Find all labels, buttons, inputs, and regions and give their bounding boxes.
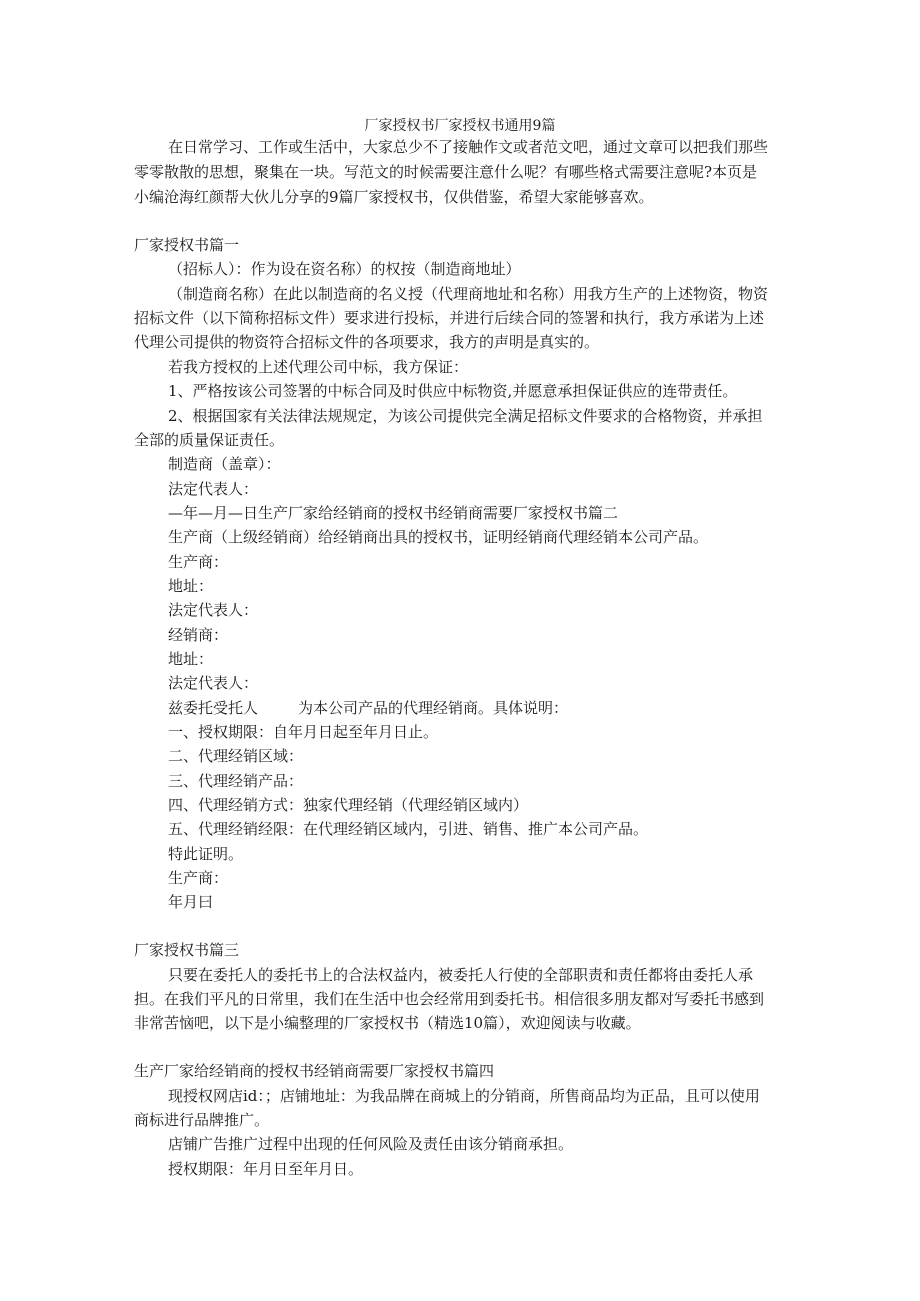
date-line: —年—月—日生产厂家给经销商的授权书经销商需要厂家授权书篇二 bbox=[168, 504, 619, 522]
paragraph-line: 店铺广告推广过程中出现的任何风险及责任由该分销商承担。 bbox=[168, 1135, 574, 1153]
list-item: 2、根据国家有关法律法规规定，为该公司提供完全满足招标文件要求的合格物资，并承担 bbox=[168, 407, 763, 425]
intro-line: 在日常学习、工作或生活中，大家总少不了接触作文或者范文吧，通过文章可以把我们那些 bbox=[168, 138, 769, 156]
entrust-label: 兹委托受托人 bbox=[168, 699, 259, 717]
form-field-line: 法定代表人： bbox=[168, 674, 259, 692]
paragraph-line: 现授权网店id：；店铺地址：为我品牌在商城上的分销商，所售商品均为正品，且可以使用 bbox=[168, 1087, 760, 1105]
list-item: 二、代理经销区域： bbox=[168, 747, 304, 765]
list-item: 四、代理经销方式：独家代理经销（代理经销区域内） bbox=[168, 796, 529, 814]
date-line: 年月曰 bbox=[168, 893, 214, 911]
form-field-line: 地址： bbox=[168, 577, 214, 595]
paragraph-line: 若我方授权的上述代理公司中标，我方保证： bbox=[168, 358, 469, 376]
document-title: 厂家授权书厂家授权书通用9篇 bbox=[364, 118, 556, 134]
intro-line: 零零散散的思想，聚集在一块。写范文的时候需要注意什么呢？有哪些格式需要注意呢?本页是 bbox=[134, 163, 758, 181]
paragraph-line: 生产商（上级经销商）给经销商出具的授权书，证明经销商代理经销本公司产品。 bbox=[168, 528, 709, 546]
paragraph-line: 代理公司提供的物资符合招标文件的各项要求，我方的声明是真实的。 bbox=[134, 333, 600, 351]
paragraph-line: 非常苦恼吧，以下是小编整理的厂家授权书（精选10篇），欢迎阅读与收藏。 bbox=[134, 1014, 641, 1032]
section-heading-3: 厂家授权书篇三 bbox=[134, 941, 240, 959]
paragraph-line: （招标人）：作为设在资名称）的权按（制造商地址） bbox=[168, 260, 521, 278]
paragraph-line: （制造商名称）在此以制造商的名义授（代理商地址和名称）用我方生产的上述物资，物资 bbox=[168, 285, 769, 303]
form-field-line: 地址： bbox=[168, 650, 214, 668]
list-item: 1、严格按该公司签署的中标合同及时供应中标物资,并愿意承担保证供应的连带责任。 bbox=[168, 382, 738, 400]
signature-line: 法定代表人： bbox=[168, 480, 259, 498]
signature-line: 制造商（盖章）： bbox=[168, 455, 281, 473]
paragraph-line: 授权期限：年月日至年月日。 bbox=[168, 1160, 364, 1178]
intro-line: 小编沧海红颜帮大伙儿分享的9篇厂家授权书，仅供借鉴，希望大家能够喜欢。 bbox=[134, 188, 654, 206]
paragraph-line: 特此证明。 bbox=[168, 845, 244, 863]
entrust-line bbox=[168, 698, 568, 718]
signature-line: 生产商： bbox=[168, 869, 229, 887]
entrust-text: 为本公司产品的代理经销商。具体说明： bbox=[298, 699, 569, 717]
list-item: 三、代理经销产品： bbox=[168, 772, 304, 790]
paragraph-line: 担。在我们平凡的日常里，我们在生活中也会经常用到委托书。相信很多朋友都对写委托书感到 bbox=[134, 990, 765, 1008]
paragraph-line: 商标进行品牌推广。 bbox=[134, 1111, 270, 1129]
form-field-line: 法定代表人： bbox=[168, 601, 259, 619]
paragraph-line: 只要在委托人的委托书上的合法权益内，被委托人行使的全部职责和责任都将由委托人承 bbox=[168, 966, 754, 984]
form-field-line: 经销商： bbox=[168, 626, 229, 644]
section-heading-4: 生产厂家给经销商的授权书经销商需要厂家授权书篇四 bbox=[134, 1062, 495, 1080]
paragraph-line: 招标文件（以下简称招标文件）要求进行投标，并进行后续合同的签署和执行，我方承诺为上述 bbox=[134, 309, 765, 327]
paragraph-line: 全部的质量保证责任。 bbox=[134, 431, 285, 449]
list-item: 一、授权期限：自年月日起至年月日止。 bbox=[168, 723, 439, 741]
list-item: 五、代理经销经限：在代理经销区域内，引进、销售、推广本公司产品。 bbox=[168, 820, 649, 838]
section-heading-1: 厂家授权书篇一 bbox=[134, 236, 240, 254]
form-field-line: 生产商： bbox=[168, 553, 229, 571]
